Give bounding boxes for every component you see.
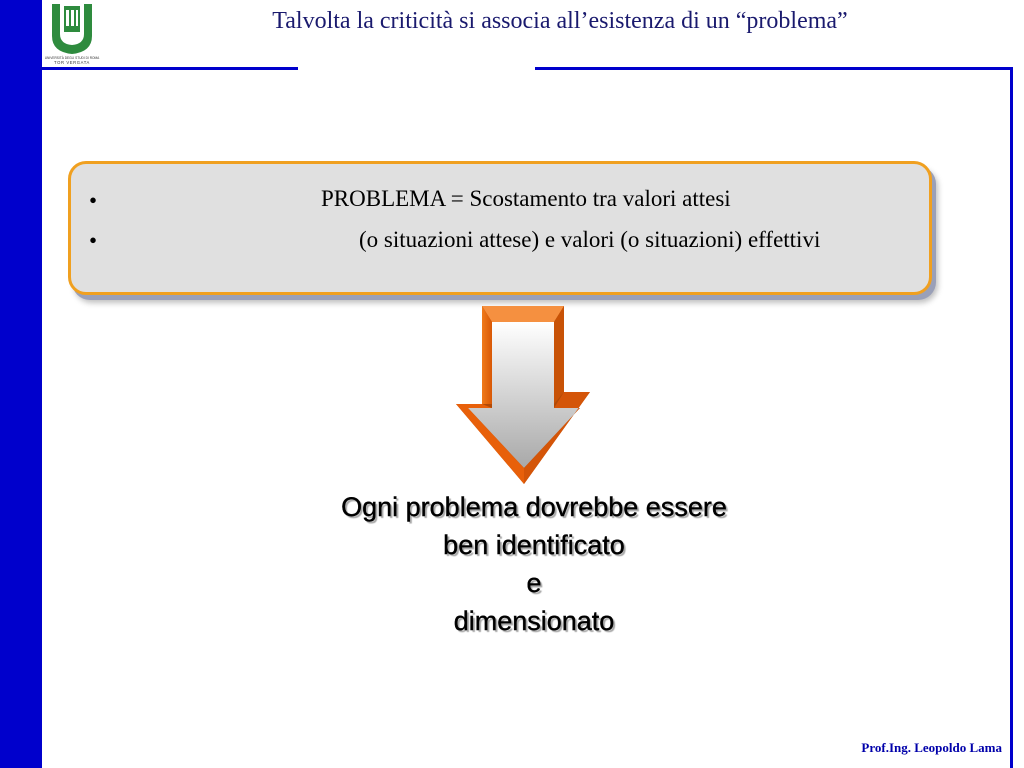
conclusion-line-3: e (526, 568, 542, 598)
conclusion-line-4: dimensionato (453, 606, 615, 636)
logo-caption-line1: UNIVERSITÀ DEGLI STUDI DI ROMA (44, 56, 100, 60)
definition-box (68, 161, 932, 295)
university-tower-logo-icon (44, 2, 100, 66)
logo-caption-line2: TOR VERGATA (54, 60, 90, 65)
footer-author: Prof.Ing. Leopoldo Lama (861, 740, 1002, 755)
left-accent-bar (0, 0, 42, 768)
definition-line-1: PROBLEMA = Scostamento tra valori attesi (321, 186, 731, 211)
header-divider-right (535, 67, 1013, 70)
conclusion-text (284, 488, 784, 640)
bullet-marker-1: • (89, 188, 98, 213)
header-divider-left (42, 67, 298, 70)
bullet-2 (89, 228, 109, 254)
right-divider-line (1010, 70, 1013, 768)
bullet-marker-2: • (89, 228, 98, 253)
conclusion-line-1: Ogni problema dovrebbe essere (341, 492, 727, 522)
definition-line-2: (o situazioni attese) e valori (o situazioni) effettivi (359, 227, 821, 252)
bullet-1 (89, 188, 109, 214)
slide-title: Talvolta la criticità si associa all’esistenza di un “problema” (272, 8, 848, 34)
conclusion-line-2: ben identificato (443, 530, 625, 560)
down-arrow-icon (452, 304, 594, 486)
down-arrow (452, 304, 594, 486)
university-logo (44, 2, 100, 66)
